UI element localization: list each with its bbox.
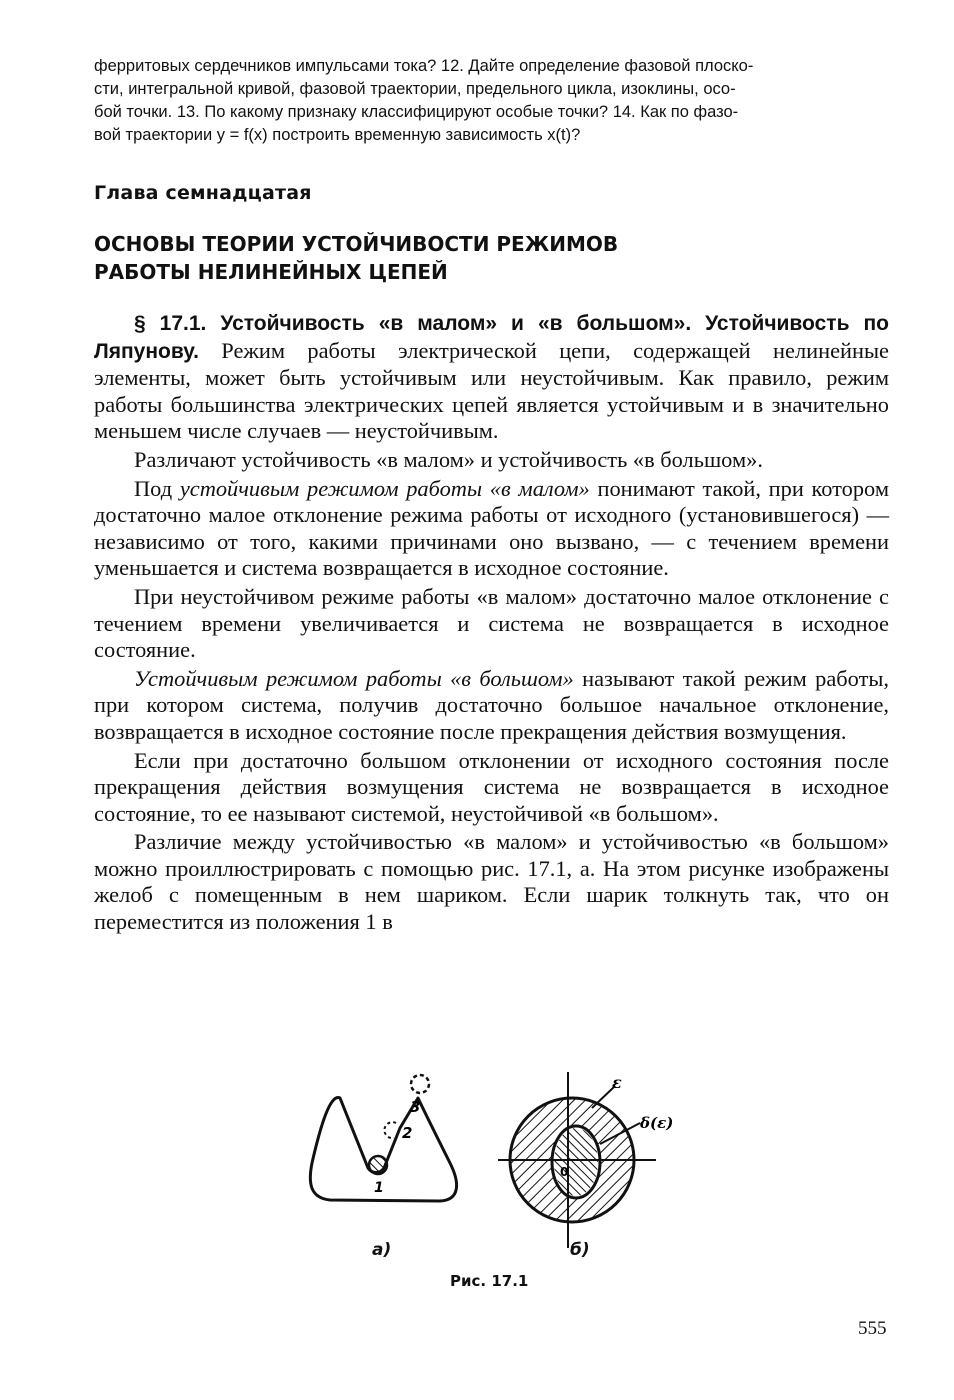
page-number: 555: [858, 1318, 887, 1339]
paragraph: [94, 476, 889, 582]
stability-region-diagram: [498, 1072, 673, 1248]
subfigure-label-b: б): [570, 1240, 590, 1260]
paragraph: Если при достаточно большом отклонении от исходного состояния после прекращения действия возмущения система не возвращается в исходное состояние, то ее называют системой, неустойчивой «в большом».: [94, 747, 889, 826]
paragraph-text: Под: [134, 475, 180, 501]
review-questions: [94, 55, 889, 147]
ball-position-3: [411, 1075, 429, 1093]
section-body: [94, 310, 889, 936]
paragraph: [94, 666, 889, 746]
delta-region-fill: [554, 1128, 598, 1196]
ball-position-2: [384, 1122, 396, 1138]
paragraph-text: понимают такой, при котором достаточно малое отклонение режима работы от исходного (установившегося) — независимо от того, какими причинами оно вызвано, — с течением времени уменьшается и система возвращается в исходное состояние.: [94, 475, 889, 581]
subfigure-label-a: а): [372, 1240, 392, 1260]
paragraph: Различие между устойчивостью «в малом» и устойчивостью «в большом» можно проиллюстрировать с помощью рис. 17.1, а. На этом рисунке изображены желоб с помещенным в нем шариком. Если шарик толкнуть так, что он переместится из положения 1 в: [94, 829, 889, 935]
paragraph: [94, 310, 889, 445]
paragraph: Различают устойчивость «в малом» и устойчивость «в большом».: [134, 446, 763, 472]
paragraph-text: Режим работы электрической цепи, содержащей нелинейные элементы, может быть устойчивым или неустойчивым. Как правило, режим работы большинства электрических цепей является устойчивым и в значительно меньшем числе случаев — неустойчивым.: [94, 337, 889, 444]
epsilon-label: ε: [612, 1073, 622, 1092]
origin-label: 0: [560, 1165, 569, 1179]
chapter-title: [94, 230, 794, 286]
section-heading: § 17.1. Устойчивость «в малом» и «в большом». Устойчивость по Ляпунову.: [94, 312, 889, 363]
question-line: сти, интегральной кривой, фазовой траектории, предельного цикла, изоклины, осо-: [94, 80, 736, 98]
position-label: 2: [402, 1124, 413, 1142]
ball-position-1: [369, 1156, 387, 1174]
delta-label: δ(ε): [640, 1114, 674, 1132]
question-line: вой траектории y = f(x) построить временную зависимость x(t)?: [94, 126, 581, 144]
figure-drawing: [300, 1068, 700, 1268]
term-emphasis: Устойчивым режимом работы «в большом»: [134, 665, 574, 691]
chapter-label: Глава семнадцатая: [94, 182, 312, 204]
chapter-title-line: РАБОТЫ НЕЛИНЕЙНЫХ ЦЕПЕЙ: [94, 260, 448, 284]
figure-caption: Рис. 17.1: [450, 1272, 529, 1290]
term-emphasis: устойчивым режимом работы «в малом»: [179, 475, 590, 501]
position-label: 1: [374, 1180, 384, 1196]
paragraph: При неустойчивом режиме работы «в малом» достаточно малое отклонение с течением времени увеличивается и система не возвращается в исходное состояние.: [94, 583, 889, 663]
trough-diagram: [310, 1075, 456, 1201]
figure-17-1: [300, 1068, 700, 1298]
position-label: 3: [410, 1098, 421, 1116]
chapter-title-line: ОСНОВЫ ТЕОРИИ УСТОЙЧИВОСТИ РЕЖИМОВ: [94, 232, 619, 256]
paragraph-text: называют такой режим работы, при котором система, получив достаточно большое начальное отклонение, возвращается в исходное состояние после прекращения действия возмущения.: [94, 665, 889, 744]
question-line: бой точки. 13. По какому признаку классифицируют особые точки? 14. Как по фазо-: [94, 103, 739, 121]
question-line: ферритовых сердечников импульсами тока? 12. Дайте определение фазовой плоско-: [94, 57, 754, 75]
